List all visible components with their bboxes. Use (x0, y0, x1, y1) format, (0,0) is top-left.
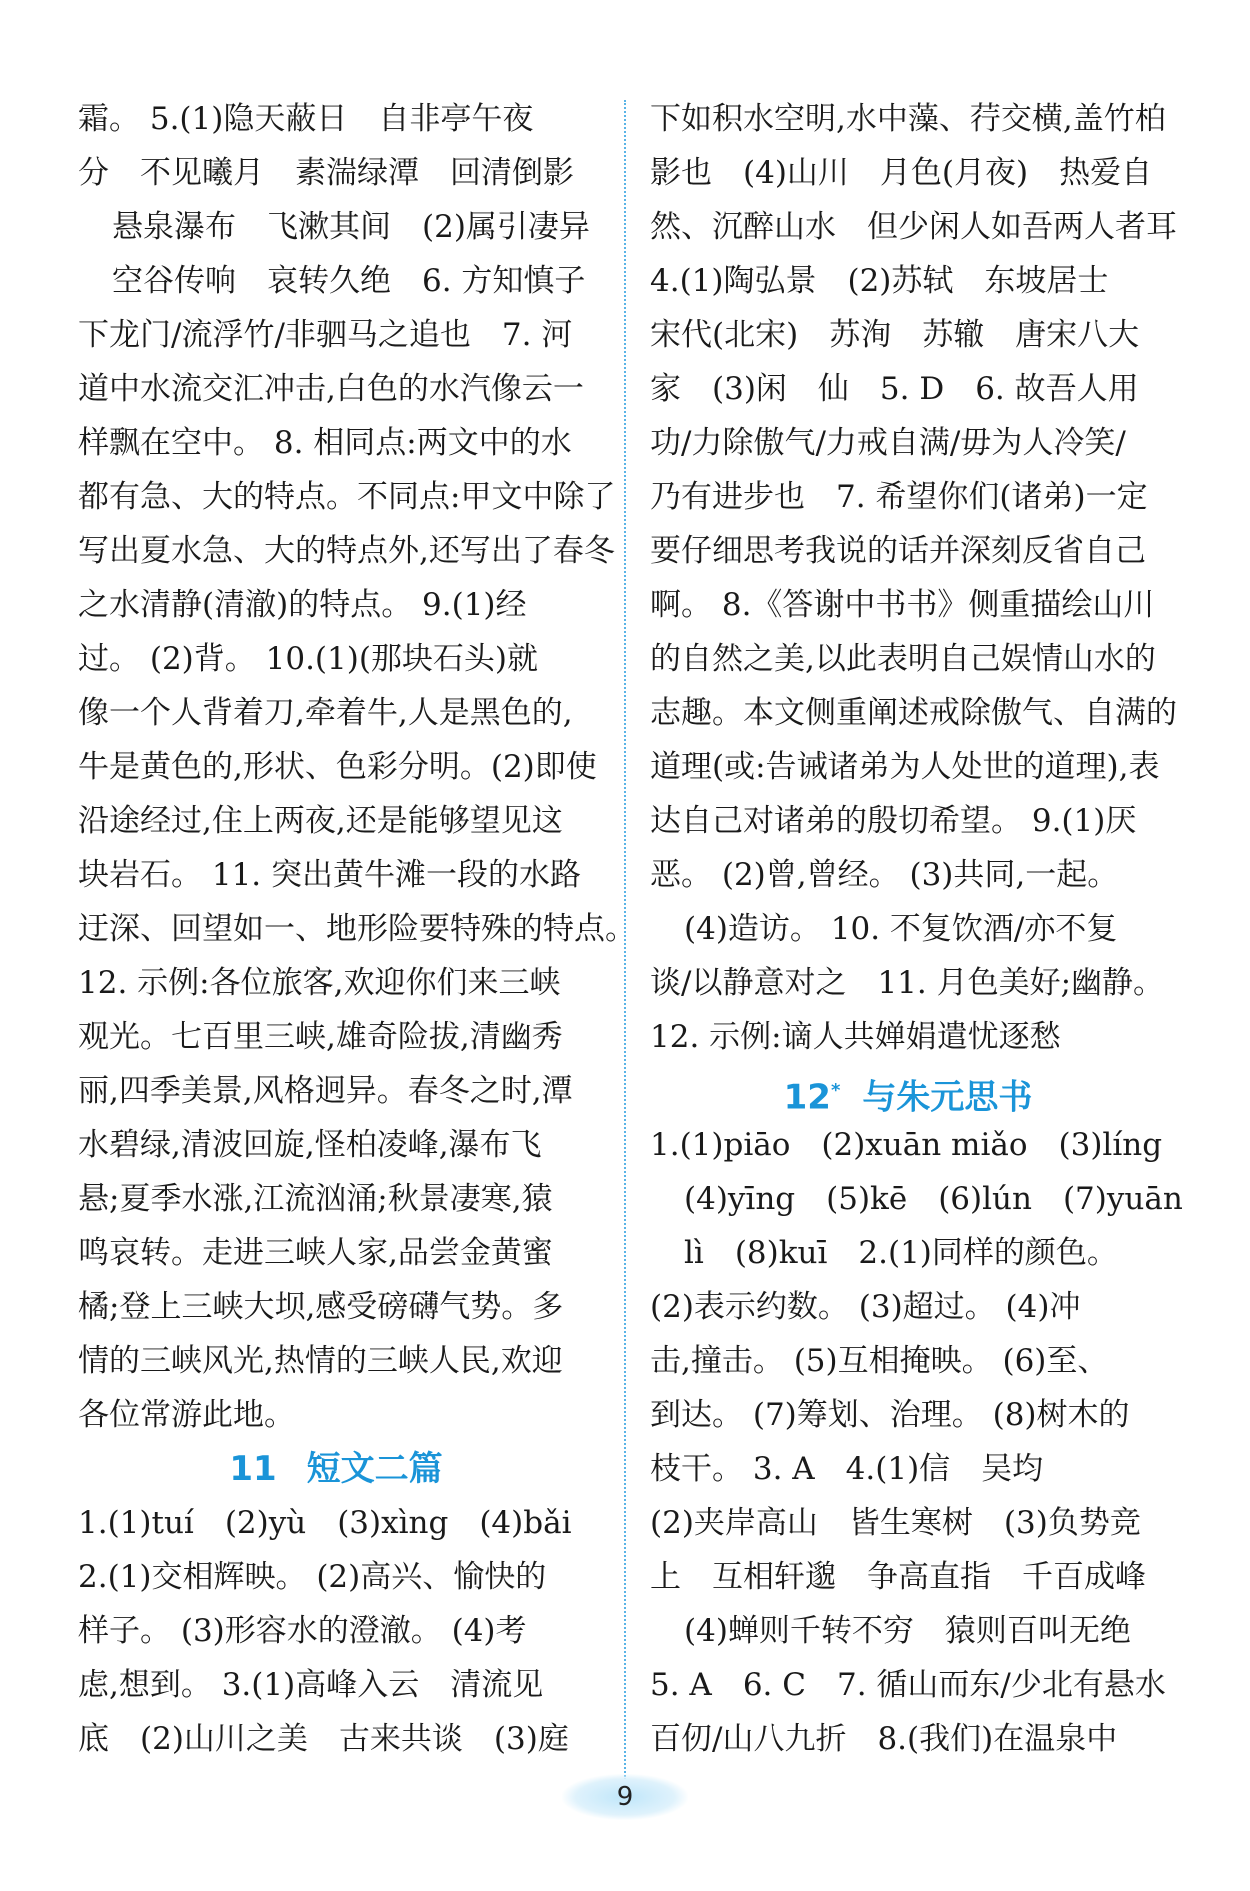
text-line: 5. A 6. C 7. 循山而东/少北有悬水 (650, 1667, 1166, 1703)
text-line: 谈/以静意对之 11. 月色美好;幽静。 (650, 965, 1165, 1001)
text-line: 达自己对诸弟的殷切希望。 9.(1)厌 (650, 803, 1137, 839)
text-line: 各位常游此地。 (78, 1397, 295, 1433)
left-column (78, 92, 636, 1766)
text-line: 鸣哀转。走进三峡人家,品尝金黄蜜 (78, 1235, 553, 1271)
column-divider (624, 100, 626, 1780)
text-line: 沿途经过,住上两夜,还是能够望见这 (78, 803, 563, 839)
section-heading (650, 1064, 1166, 1118)
text-line: lì (8)kuī 2.(1)同样的颜色。 (684, 1235, 1118, 1271)
text-line: 然、沉醉山水 但少闲人如吾两人者耳 (650, 209, 1177, 245)
text-line: 1.(1)tuí (2)yù (3)xìng (4)bǎi (78, 1505, 572, 1541)
text-line: 的自然之美,以此表明自己娱情山水的 (650, 641, 1156, 677)
text-line: 水碧绿,清波回旋,怪柏凌峰,瀑布飞 (78, 1127, 542, 1163)
text-line: 迂深、回望如一、地形险要特殊的特点。 (78, 911, 636, 947)
text-line: 悬;夏季水涨,江流汹涌;秋景凄寒,猿 (78, 1181, 553, 1217)
text-line: 丽,四季美景,风格迥异。春冬之时,潭 (78, 1073, 573, 1109)
section-number: 11 (229, 1449, 277, 1489)
text-line: 百仞/山八九折 8.(我们)在温泉中 (650, 1721, 1118, 1757)
text-line: 到达。 (7)筹划、治理。 (8)树木的 (650, 1397, 1130, 1433)
text-line: 样飘在空中。 8. 相同点:两文中的水 (78, 425, 572, 461)
text-line: 悬泉瀑布 飞漱其间 (2)属引凄异 (112, 209, 590, 245)
text-line: 枝干。 3. A 4.(1)信 吴均 (650, 1451, 1044, 1487)
right-column (650, 92, 1183, 1766)
text-line: 道理(或:告诫诸弟为人处世的道理),表 (650, 749, 1160, 785)
text-line: 击,撞击。 (5)互相掩映。 (6)至、 (650, 1343, 1109, 1379)
text-line: 空谷传响 哀转久绝 6. 方知慎子 (112, 263, 586, 299)
text-line: 上 互相轩邈 争高直指 千百成峰 (650, 1559, 1146, 1595)
text-line: 影也 (4)山川 月色(月夜) 热爱自 (650, 155, 1153, 191)
text-line: 分 不见曦月 素湍绿潭 回清倒影 (78, 155, 574, 191)
text-line: 下龙门/流浮竹/非驷马之追也 7. 河 (78, 317, 573, 353)
text-line: 道中水流交汇冲击,白色的水汽像云一 (78, 371, 584, 407)
text-line: 过。 (2)背。 10.(1)(那块石头)就 (78, 641, 539, 677)
text-line: (2)表示约数。 (3)超过。 (4)冲 (650, 1289, 1081, 1325)
text-line: 宋代(北宋) 苏洵 苏辙 唐宋八大 (650, 317, 1140, 353)
text-line: 橘;登上三峡大坝,感受磅礴气势。多 (78, 1289, 564, 1325)
text-line: 家 (3)闲 仙 5. D 6. 故吾人用 (650, 371, 1139, 407)
text-line: 之水清静(清澈)的特点。 9.(1)经 (78, 587, 527, 623)
text-line: (4)造访。 10. 不复饮酒/亦不复 (684, 911, 1118, 947)
text-line: 牛是黄色的,形状、色彩分明。(2)即使 (78, 749, 597, 785)
section-mark: * (830, 1080, 841, 1101)
text-line: 乃有进步也 7. 希望你们(诸弟)一定 (650, 479, 1148, 515)
text-line: 啊。 8.《答谢中书书》侧重描绘山川 (650, 587, 1155, 623)
section-title: 与朱元思书 (862, 1077, 1033, 1118)
text-line: (2)夹岸高山 皆生寒树 (3)负势竞 (650, 1505, 1141, 1541)
text-line: 12. 示例:谪人共婵娟遣忧逐愁 (650, 1019, 1061, 1055)
text-line: 情的三峡风光,热情的三峡人民,欢迎 (78, 1343, 563, 1379)
section-heading (78, 1442, 594, 1496)
text-line: 功/力除傲气/力戒自满/毋为人冷笑/ (650, 425, 1126, 461)
text-line: 像一个人背着刀,牵着牛,人是黑色的, (78, 695, 573, 731)
text-line: 观光。七百里三峡,雄奇险拔,清幽秀 (78, 1019, 563, 1055)
text-line: 样子。 (3)形容水的澄澈。 (4)考 (78, 1613, 527, 1649)
text-line: (4)yīng (5)kē (6)lún (7)yuān (684, 1181, 1183, 1217)
section-number: 12 (783, 1077, 831, 1118)
text-line: 都有急、大的特点。不同点:甲文中除了 (78, 479, 616, 515)
section-title: 短文二篇 (306, 1449, 443, 1489)
text-line: 4.(1)陶弘景 (2)苏轼 东坡居士 (650, 263, 1109, 299)
text-line: 志趣。本文侧重阐述戒除傲气、自满的 (650, 695, 1177, 731)
page-number: 9 (562, 1774, 688, 1820)
text-line: 底 (2)山川之美 古来共谈 (3)庭 (78, 1721, 569, 1757)
text-line: 块岩石。 11. 突出黄牛滩一段的水路 (78, 857, 582, 893)
text-line: 下如积水空明,水中藻、荇交横,盖竹柏 (650, 101, 1166, 137)
text-line: 虑,想到。 3.(1)高峰入云 清流见 (78, 1667, 544, 1703)
text-line: 写出夏水急、大的特点外,还写出了春冬 (78, 533, 615, 569)
text-line: 恶。 (2)曾,曾经。 (3)共同,一起。 (650, 857, 1119, 893)
text-line: 12. 示例:各位旅客,欢迎你们来三峡 (78, 965, 561, 1001)
text-line: 霜。 5.(1)隐天蔽日 自非亭午夜 (78, 101, 534, 137)
text-line: 1.(1)piāo (2)xuān miǎo (3)líng (650, 1127, 1163, 1163)
text-line: 要仔细思考我说的话并深刻反省自己 (650, 533, 1146, 569)
text-line: (4)蝉则千转不穷 猿则百叫无绝 (684, 1613, 1131, 1649)
text-line: 2.(1)交相辉映。 (2)高兴、愉快的 (78, 1559, 547, 1595)
